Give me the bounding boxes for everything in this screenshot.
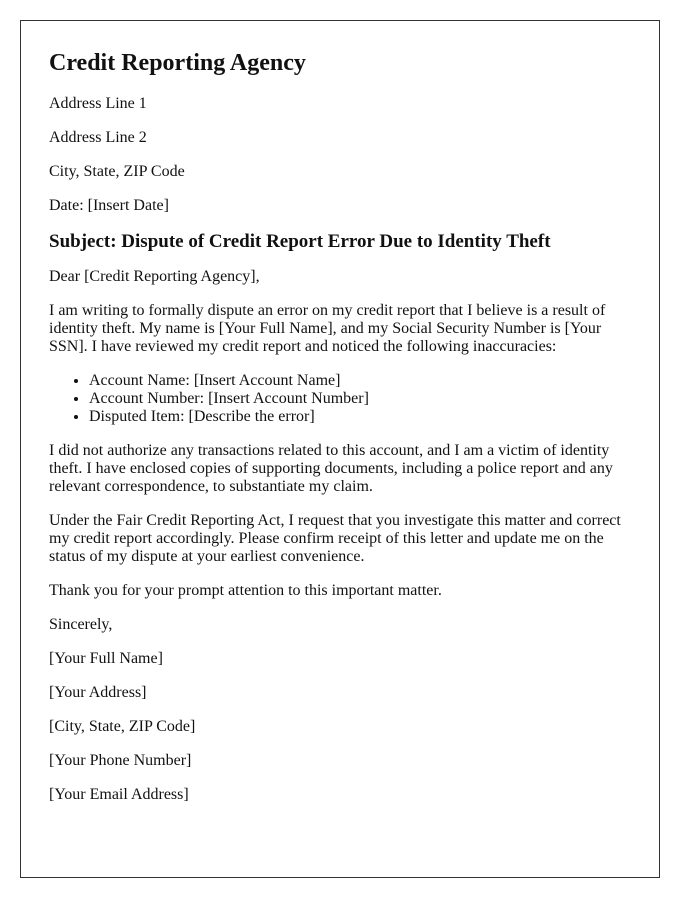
closing: Sincerely,: [49, 616, 113, 633]
city-state-zip: City, State, ZIP Code: [49, 163, 185, 180]
letter-page: [20, 20, 660, 878]
sender-email: [Your Email Address]: [49, 786, 189, 803]
inaccuracies-list: [49, 372, 631, 426]
sender-city-state-zip: [City, State, ZIP Code]: [49, 718, 196, 735]
sender-address: [Your Address]: [49, 684, 147, 701]
paragraph-thanks: Thank you for your prompt attention to this important matter.: [49, 582, 442, 599]
list-item: • Disputed Item: [Describe the error]: [89, 408, 631, 426]
subject-heading: Subject: Dispute of Credit Report Error Due to Identity Theft: [49, 231, 551, 252]
letter-date: Date: [Insert Date]: [49, 197, 169, 214]
address-line-1: Address Line 1: [49, 95, 147, 112]
paragraph-intro: I am writing to formally dispute an error on my credit report that I believe is a result of identity theft. My name is [Your Full Name], and my Social Security Number is [Your SSN]. I have reviewed my credit report and noticed the following inaccuracies:: [49, 302, 606, 355]
list-item: • Account Number: [Insert Account Number]: [89, 390, 631, 408]
paragraph-identity-theft: I did not authorize any transactions related to this account, and I am a victim of identity theft. I have enclosed copies of supporting documents, including a police report and any relevant correspondence, to substantiate my claim.: [49, 442, 613, 495]
sender-name: [Your Full Name]: [49, 650, 163, 667]
sender-phone: [Your Phone Number]: [49, 752, 192, 769]
agency-name-heading: Credit Reporting Agency: [49, 50, 306, 76]
salutation: Dear [Credit Reporting Agency],: [49, 268, 260, 285]
paragraph-fcra-request: Under the Fair Credit Reporting Act, I request that you investigate this matter and correct my credit report accordingly. Please confirm receipt of this letter and update me on the status of my dispute at your earliest convenience.: [49, 512, 621, 565]
list-item: • Account Name: [Insert Account Name]: [89, 372, 631, 390]
address-line-2: Address Line 2: [49, 129, 147, 146]
